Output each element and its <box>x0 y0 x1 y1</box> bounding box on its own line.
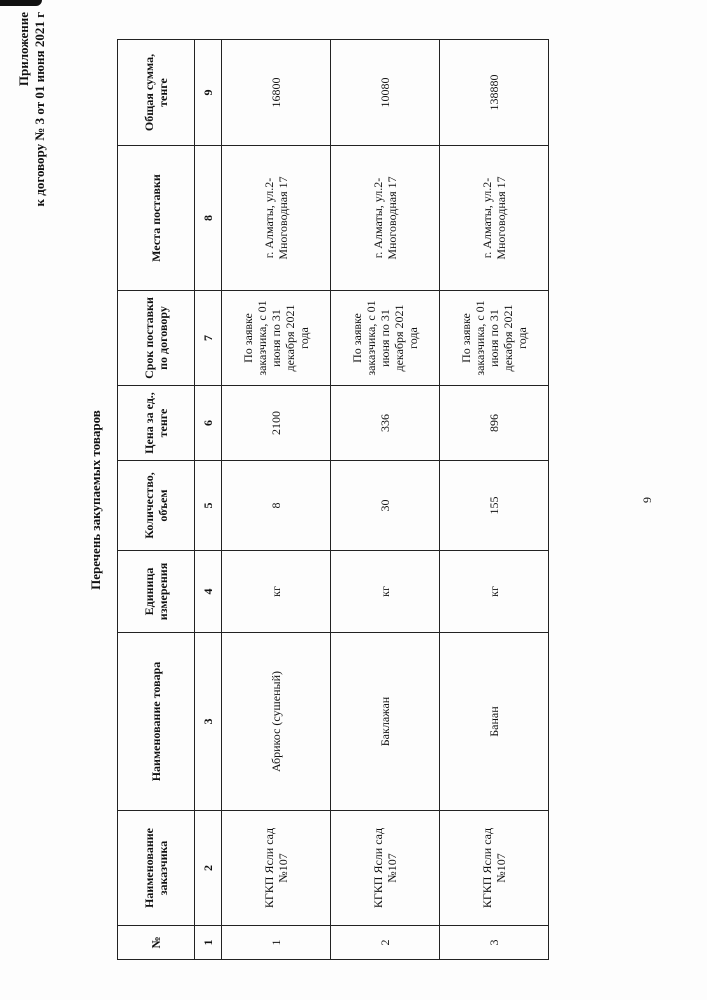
page-number: 9 <box>640 497 654 503</box>
customer-cell: КГКП Ясли сад №107 <box>440 811 549 926</box>
header-cell: Наименование товара <box>118 633 195 811</box>
table-row <box>440 40 549 960</box>
goods-table <box>117 39 549 960</box>
table-row <box>331 40 440 960</box>
column-number-row <box>195 40 222 960</box>
row-index: 2 <box>331 926 440 960</box>
delivery-place-cell: г. Алматы, ул.2-Многоводная 17 <box>222 146 331 291</box>
product-cell: Абрикос (сушеный) <box>222 633 331 811</box>
price-cell: 896 <box>440 386 549 461</box>
price-cell: 336 <box>331 386 440 461</box>
appendix-header <box>16 12 48 206</box>
product-cell: Баклажан <box>331 633 440 811</box>
document-title: Перечень закупаемых товаров <box>88 410 103 590</box>
row-index: 3 <box>440 926 549 960</box>
unit-cell: кг <box>331 551 440 633</box>
header-row <box>118 40 195 960</box>
column-number: 4 <box>195 551 222 633</box>
header-cell: Цена за ед., тенге <box>118 386 195 461</box>
delivery-place-cell: г. Алматы, ул.2-Многоводная 17 <box>331 146 440 291</box>
table-row <box>222 40 331 960</box>
product-cell: Банан <box>440 633 549 811</box>
header-cell: Места поставки <box>118 146 195 291</box>
customer-cell: КГКП Ясли сад №107 <box>331 811 440 926</box>
column-number: 8 <box>195 146 222 291</box>
header-cell: Количество, объем <box>118 461 195 551</box>
unit-cell: кг <box>222 551 331 633</box>
column-number: 2 <box>195 811 222 926</box>
column-number: 1 <box>195 926 222 960</box>
quantity-cell: 8 <box>222 461 331 551</box>
customer-cell: КГКП Ясли сад №107 <box>222 811 331 926</box>
delivery-term-cell: По заявке заказчика, с 01 июня по 31 декабря 2021 года <box>440 291 549 386</box>
total-cell: 10080 <box>331 40 440 146</box>
total-cell: 16800 <box>222 40 331 146</box>
quantity-cell: 155 <box>440 461 549 551</box>
column-number: 9 <box>195 40 222 146</box>
delivery-term-cell: По заявке заказчика, с 01 июня по 31 декабря 2021 года <box>331 291 440 386</box>
column-number: 5 <box>195 461 222 551</box>
unit-cell: кг <box>440 551 549 633</box>
header-cell: Общая сумма, тенге <box>118 40 195 146</box>
column-number: 7 <box>195 291 222 386</box>
header-cell: № <box>118 926 195 960</box>
header-cell: Единица измерения <box>118 551 195 633</box>
quantity-cell: 30 <box>331 461 440 551</box>
appendix-line-2: к договору № 3 от 01 июня 2021 г <box>32 12 47 207</box>
price-cell: 2100 <box>222 386 331 461</box>
column-number: 6 <box>195 386 222 461</box>
delivery-place-cell: г. Алматы, ул.2-Многоводная 17 <box>440 146 549 291</box>
column-number: 3 <box>195 633 222 811</box>
header-cell: Наименование заказчика <box>118 811 195 926</box>
row-index: 1 <box>222 926 331 960</box>
total-cell: 138880 <box>440 40 549 146</box>
appendix-line-1: Приложение <box>16 12 31 87</box>
delivery-term-cell: По заявке заказчика, с 01 июня по 31 декабря 2021 года <box>222 291 331 386</box>
header-cell: Срок поставки по договору <box>118 291 195 386</box>
